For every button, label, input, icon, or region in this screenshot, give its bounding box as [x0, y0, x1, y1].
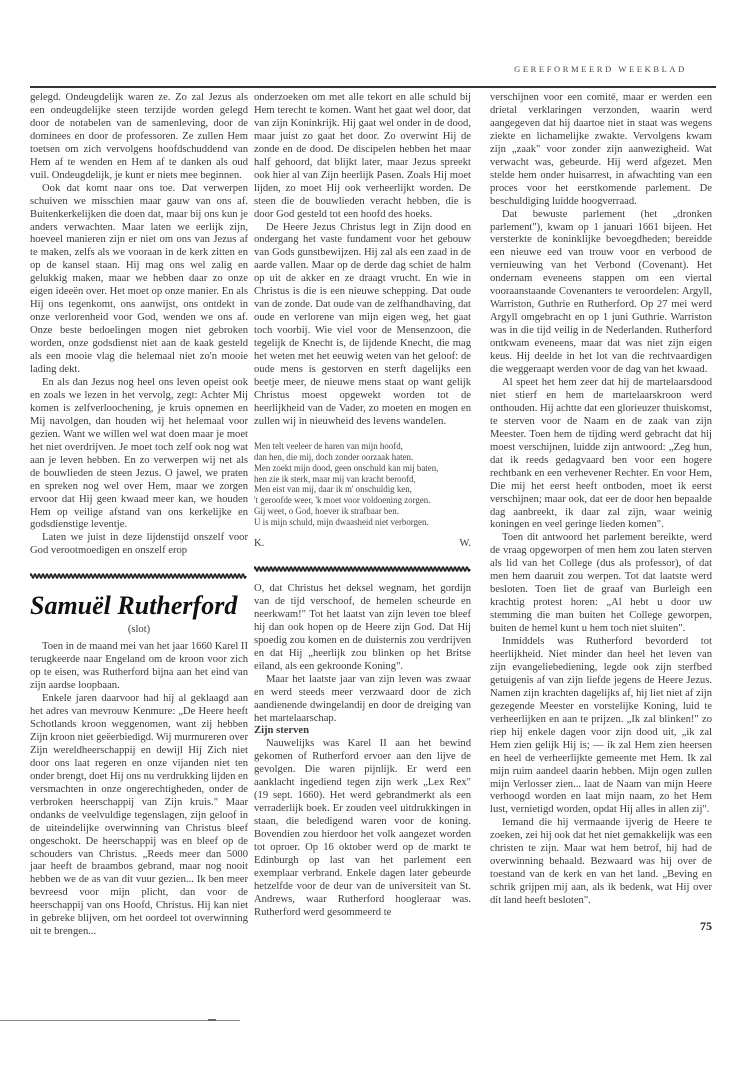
author-signature [254, 538, 471, 551]
paragraph: Laten we juist in deze lijdenstijd onszelf voor God verootmoedigen en onszelf erop [30, 532, 248, 557]
poem-line: Men zoekt mijn dood, geen onschuld kan mij baten, [254, 462, 439, 473]
paragraph: Enkele jaren daarvoor had hij al geklaagd aan het adres van mevrouw Kenmure: „De Heere heeft Schotlands kroon weggenomen, want zij hebben Zijn kroon niet geëerbiedigd. Wij murmureren over Zijn wereldheerschappij en dewijl Hij Zich niet door ons laat regeren en onze vijanden niet ten onder brengt, doet Hij ons nu verdrukking lijden en versmachten in onze ongerechtigheden, onder de verbroken heerschappij van Zijn kruis." Maar ondanks de veelvuldige tegenslagen, zijn geloof in de uiteindelijke overwinning van Christus bleef ongeschokt. De heerschappij was en bleef op de schouders van Christus. „Reeds meer dan 5000 jaar heeft de braambos gebrand, maar nog nooit hebben we de as van dit vuur gezien... Ik ben meer bevreesd voor mijn plicht, dan voor de heerschappij van ons Hoofd, Christus. Hij kan niet in gebreke blijven, om het oordeel tot overwinning uit te brengen... [30, 693, 249, 938]
column-2 [254, 92, 471, 920]
poem [254, 441, 471, 528]
paragraph: Dat bewuste parlement (het „dronken parlement"), kwam op 1 januari 1661 bijeen. Het versterkte de koninklijke bevoegdheden; bereidde een nieuwe eed van trouw voor en verbood de vernieuwing van het Verbond (Covenant). Het ondernam eveneens stappen om een viertal vooraanstaande Covenanters te veroordelen: Argyll, Warriston, Guthrie en Rutherford. Op 27 mei werd Argyll omgebracht en op 1 juni Guthrie. Warriston was in die tijd veilig in de Nederlanden. Rutherford ontkwam eveneens, maar dat was niet zijn eigen keus. Hij deelde in het lot van die rechtvaardigen die weggeraapt werden voor de dag van het kwaad. [490, 208, 712, 376]
paragraph: onderzoeken om met alle tekort en alle schuld bij Hem terecht te komen. Want het gaat wel door, dat van zijn Koninkrijk. Hij gaat wel onder in de dood, maar juist zo gaat het door. Zo overwint Hij de zonde en de dood. De discipelen hebben het maar half gehoord, dat blijkt later, maar Jezus spreekt ook hier al van Zijn heerlijk Pasen. Zoals Hij moet lijden, zo moet Hij ook verheerlijkt worden. De steen die de bouwlieden veracht hebben, die is door God gesteld tot een hoofd des hoeks. [254, 92, 471, 220]
paragraph: Maar het laatste jaar van zijn leven was zwaar en werd steeds meer verzwaard door de zich aandienende dwingelandij en door de dreiging van het martelaarschap. [254, 673, 471, 724]
poem-line: Men eist van mij, daar ik m' onschuldig ken, [254, 484, 412, 495]
paragraph: De Heere Jezus Christus legt in Zijn dood en ondergang het vaste fundament voor het gebouw van Gods gunstbewijzen. Hij zal als een zaad in de aarde vallen. Maar op de derde dag schiet de halm op uit de akker en ze draagt vrucht. En wie in Christus is die is een nieuwe schepping. Dat oude van de zonde. Dat oude van de zelfhandhaving, dat oude en verlorene van mijn eigen weg, het gaat toch voorbij. Wie viel voor de Mensenzoon, die tegelijk de Knecht is, de lijdende Knecht, die mag het weten met het eeuwig weten van het geloof: de oude mens is gestorven en sterft dagelijks een beetje meer, de nieuwe mens staat op want gelijk Christus moest opgewekt worden tot de heerlijkheid van de Vader, zo moeten en mogen en zullen wij in nieuwheid des levens wandelen. [254, 221, 471, 427]
footer-rule [0, 1020, 240, 1021]
article-column-3 [490, 92, 712, 933]
running-head: GEREFORMEERD WEEKBLAD [514, 64, 687, 74]
paragraph: Nauwelijks was Karel II aan het bewind gekomen of Rutherford ervoer aan den lijve de gevolgen. Die waren pijnlijk. Er werd een aanklacht ingediend tegen zijn werk „Lex Rex" (19 sept. 1660). Het werd gebrandmerkt als een verraderlijk boek. Er zouden veel uitdrukkingen in staan, die beledigend waren voor de koning. Bovendien zou hierdoor het volk aangezet worden tot oproer. Op 16 oktober werd op de markt te Edinburgh op last van het parlement een exemplaar verbrand. Enkele dagen later gebeurde hetzelfde voor de deur van de universiteit van St. Andrews, waar Rutherford hoogleraar was. Rutherford werd gesommeerd te [254, 738, 471, 918]
column-1 [30, 92, 248, 939]
footer-mark [208, 1019, 216, 1021]
poem-line: 't geroofde weer, 'k moet voor voldoening zorgen. [254, 495, 431, 506]
paragraph: Ook dat komt naar ons toe. Dat verwerpen schuiven we misschien maar gauw van ons af. Buitenkerkelijken die doen dat, maar bij ons kun je anders verwachten. Maar laten we eerlijk zijn, hoeveel manieren zijn er niet om ons van Jezus af te maken, zelfs als we vooraan in de kerk zitten en op de kansel staan. Hij mag ons wel zalig en gelukkig maken, maar we hebben daar zo onze eigen ideeën over. Het moet op onze manier. En als Hij ons tegenkomt, ons aanwijst, ons ontdekt in onze verlorenheid voor God, wenden we ons af. Onze beste bedoelingen mogen niet gebroken worden, onze godsdienst niet aan de kaak gesteld als een mooie vlag die helemaal niet zo'n mooie lading dekt. [30, 182, 248, 376]
paragraph: gelegd. Ondeugdelijk waren ze. Zo zal Jezus als een ondeugdelijke steen terzijde worden gelegd door de notabelen van de samenleving, door de dominees en door de professoren. Ze zullen Hem toetsen om zich vervolgens hoofdschuddend van Hem af te wenden en Hem af te danken als oud vuil. Ondeugdelijk, je kunt er niets mee beginnen. [30, 92, 248, 181]
paragraph: Al speet het hem zeer dat hij de martelaarsdood niet stierf en hem de martelaarskroon werd onthouden. Hij achtte dat een glorieuzer thuiskomst, te sterven voor de Naam en de zaak van zijn Meester. Toen hem de tijding werd gebracht dat hij moest verschijnen, luidde zijn antwoord: „Zeg hun, dat ik reeds gedagvaard ben voor een hogere rechtbank en een verhevener Rechter. En voor Hem, Die mij het eerst heeft ontboden, moet ik eerst verschijnen; maar ook, dat eer de door hen bepaalde dag aanbreekt, ik daar zal zijn, waar weinig koningen en veel geringe lieden komen". [490, 376, 712, 531]
paragraph: Toen in de maand mei van het jaar 1660 Karel II terugkeerde naar Engeland om de kroon voor zich op te eisen, was Rutherford bijna aan het eind van zijn aardse loopbaan. [30, 641, 248, 692]
paragraph: Iemand die hij vermaande ijverig de Heere te zoeken, zei hij ook dat het niet gemakkelijk was een christen te zijn. Maar wat hem betrof, hij had de overwinning behaald. Bezwaard was hij over de toestand van de kerk en van het land. „Beving en schrik grijpen mij aan, als ik bedenk, wat Hij over dit land heeft besloten". [490, 817, 712, 907]
article-subtitle: (slot) [127, 624, 151, 636]
article-title: Samuël Rutherford [30, 591, 238, 621]
page-number: 75 [700, 919, 712, 934]
poem-line: dan hen, die mij, doch zonder oorzaak haten. [254, 451, 414, 462]
paragraph: Toen dit antwoord het parlement bereikte, werd de vraag opgeworpen of men hem zou laten sterven als lid van het College (dus als professor), of dat men hem daaruit zou werpen. Tot dat laatste werd besloten. Toen liet de graaf van Burleigh een krachtig protest horen: „Al hebt u door uw stemming die man buiten het College geworpen, buiten de hemel kunt u hem toch niet sluiten". [490, 532, 712, 635]
header-rule [30, 86, 716, 88]
poem-line: Gij weet, o God, hoever ik strafbaar ben. [254, 506, 399, 517]
poem-line: U is mijn schuld, mijn dwaasheid niet verborgen. [254, 517, 429, 528]
section-heading: Zijn sterven [254, 725, 310, 737]
paragraph: verschijnen voor een comité, maar er werden een drietal verklaringen verzonden, waarin werd aangegeven dat hij daartoe niet in staat was wegens ziekte en lichamelijke zwakte. Vervolgens kwam zijn „zaak" voor zonder zijn aanwezigheid. Wat verwacht was, gebeurde. Hij werd afgezet. Men stelde hem onder huisarrest, in afwachting van een proces voor het eerstkomende parlement. De beschuldiging luidde hoogverraad. [490, 92, 712, 207]
wavy-divider [30, 572, 248, 580]
signature-left: K. [254, 538, 265, 550]
paragraph: O, dat Christus het deksel wegnam, het gordijn van de tijd verschoof, de hemelen scheurde en neerkwam!" Tot het laatst van zijn leven toe bleef hij dan ook hopen op de Heere zijn God. Dat Hij spoedig zou komen en de duisternis zou verdrijven en dat Hij „heerlijk zou blinken op het Britse eiland, als een gekroonde Koning". [254, 582, 471, 672]
signature-right: W. [459, 538, 471, 550]
paragraph: Inmiddels was Rutherford bevorderd tot heerlijkheid. Niet minder dan heel het leven van zijn evangeliebediening, legde ook zijn sterfbed getuigenis af van zijn liefde jegens de Heere Jezus. Namen zijn krachten dagelijks af, hij liet niet af zijn gezegende Meester en vorstelijke Koning, luid te verheerlijken en aan te prijzen. „Ik zal blinken!" zo riep hij enkele dagen voor zijn dood uit, „ik zal Hem zien gelijk Hij is; — ik zal Hem zien heersen en heel de verheerlijkte gemeente met Hem. Ik zal mijn ruim aandeel daarin hebben. Mijn ogen zullen mijn Verlosser zien... laat de Naam van mijn Heere verhoogd worden en laat mijn naam, zo het Hem lust, vernietigd worden, opdat Hij alles in allen zij". [490, 636, 712, 816]
poem-line: hen zie ik sterk, maar mij van kracht beroofd, [254, 473, 416, 484]
paragraph: En als dan Jezus nog heel ons leven opeist ook en zoals we lezen in het vervolg, zegt: Achter Mij komen is zelfverloochening, je kruis opnemen en Mij navolgen, dan houden wij het helemaal voor gezien. Want we willen wel wat doen maar je moet het niet overdrijven. Je moet toch zelf ook nog wat aan je leven hebben. En zo verwerpen wij net als de bouwlieden de steen Jezus. O jawel, we praten en spreken nog wel over Hem, maar we zorgen ervoor dat Hij geen kwaad meer kan, we houden Hem op veilige afstand van ons kerkelijke en godsdienstige leventje. [30, 376, 248, 531]
poem-line: Men telt veeleer de haren van mijn hoofd, [254, 440, 403, 451]
wavy-divider [254, 565, 471, 573]
